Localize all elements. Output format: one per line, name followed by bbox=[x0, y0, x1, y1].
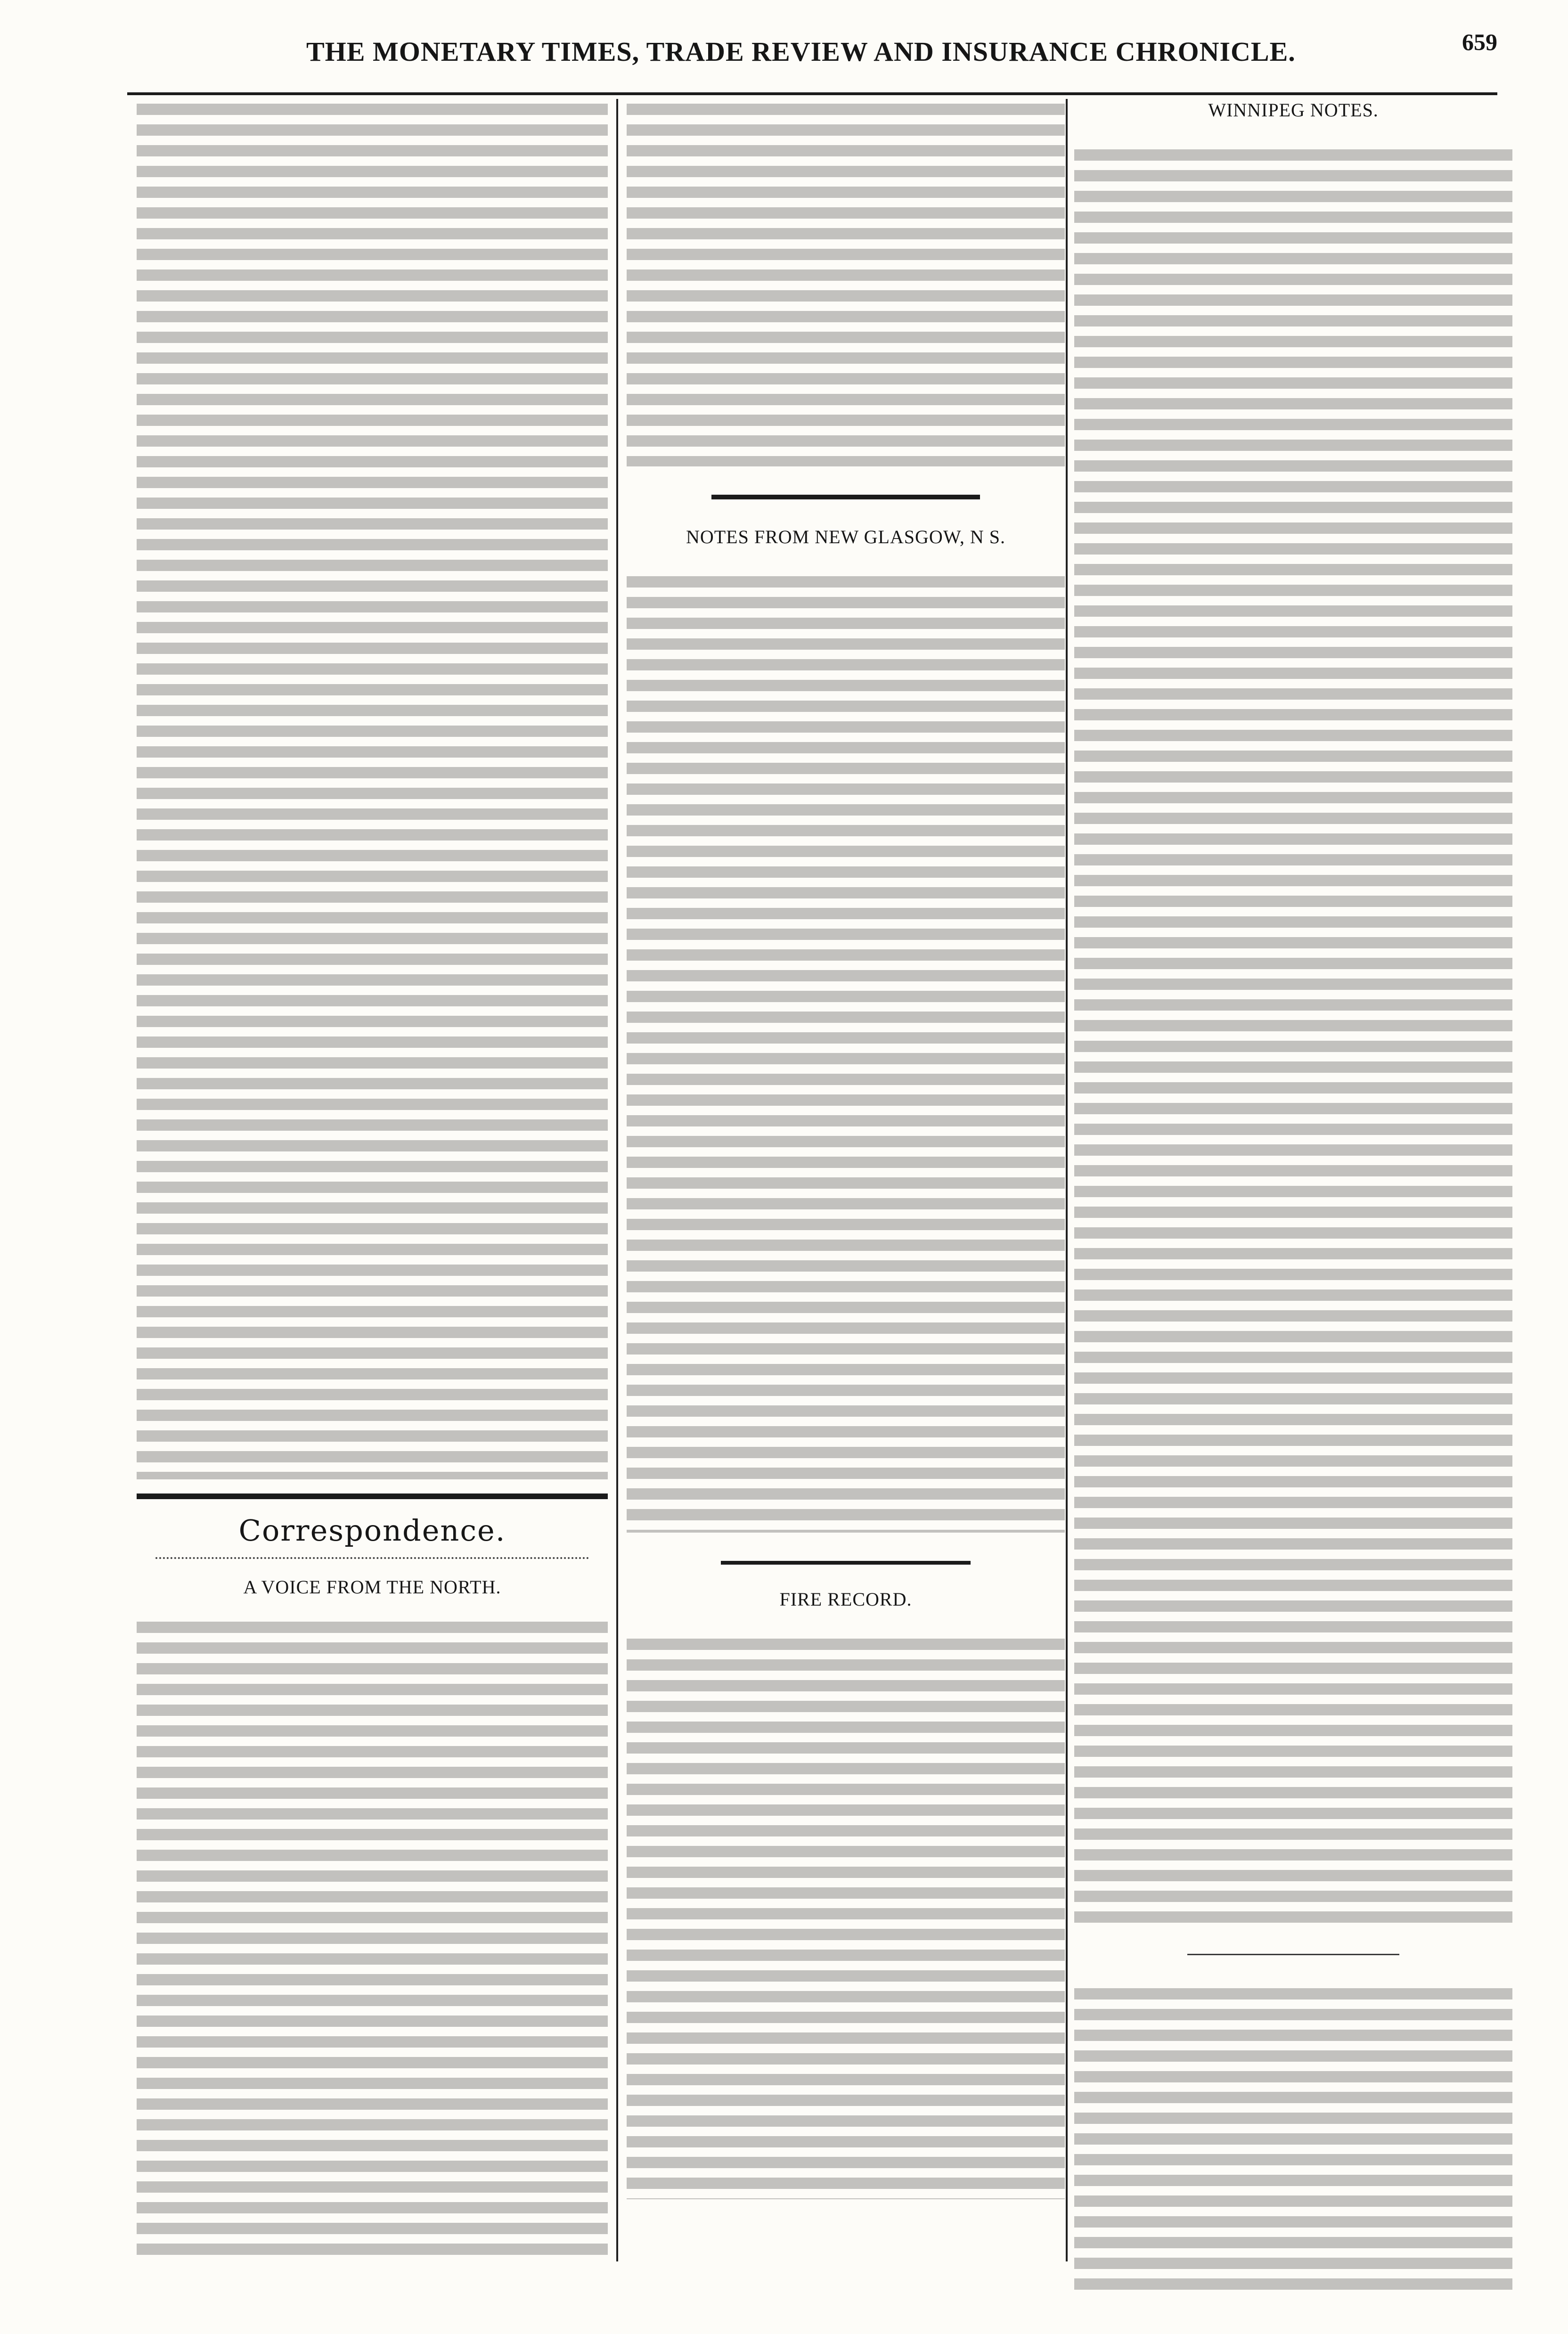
column-left bbox=[137, 99, 608, 2315]
fire-heading: FIRE RECORD. bbox=[779, 1589, 912, 1610]
page-number: 659 bbox=[1462, 29, 1497, 55]
text-block bbox=[137, 99, 608, 1479]
letter-heading: A VOICE FROM THE NORTH. bbox=[243, 1576, 501, 1598]
text-block bbox=[627, 571, 1065, 1533]
text-block bbox=[627, 1634, 1065, 2199]
notes-heading: NOTES FROM NEW GLASGOW, N S. bbox=[686, 526, 1006, 547]
winnipeg-heading: WINNIPEG NOTES. bbox=[1208, 99, 1379, 121]
text-block bbox=[627, 99, 1065, 466]
section-rule bbox=[721, 1561, 971, 1565]
section-rule bbox=[1187, 1954, 1399, 1955]
section-rule bbox=[137, 1493, 608, 1499]
text-block bbox=[137, 1617, 608, 2258]
correspondence-heading: Correspondence. bbox=[238, 1513, 506, 1548]
dotted-rule bbox=[155, 1557, 589, 1559]
page-header bbox=[108, 28, 1497, 80]
text-block bbox=[1074, 145, 1512, 1930]
column-right bbox=[1074, 99, 1512, 2315]
section-rule bbox=[711, 495, 980, 499]
column-divider-2 bbox=[1066, 99, 1068, 2261]
text-block bbox=[1074, 1983, 1512, 2290]
page-title: THE MONETARY TIMES, TRADE REVIEW AND INSURANCE CHRONICLE. bbox=[306, 36, 1296, 67]
column-divider-1 bbox=[616, 99, 618, 2261]
column-middle bbox=[627, 99, 1065, 2315]
header-rule bbox=[127, 92, 1497, 95]
